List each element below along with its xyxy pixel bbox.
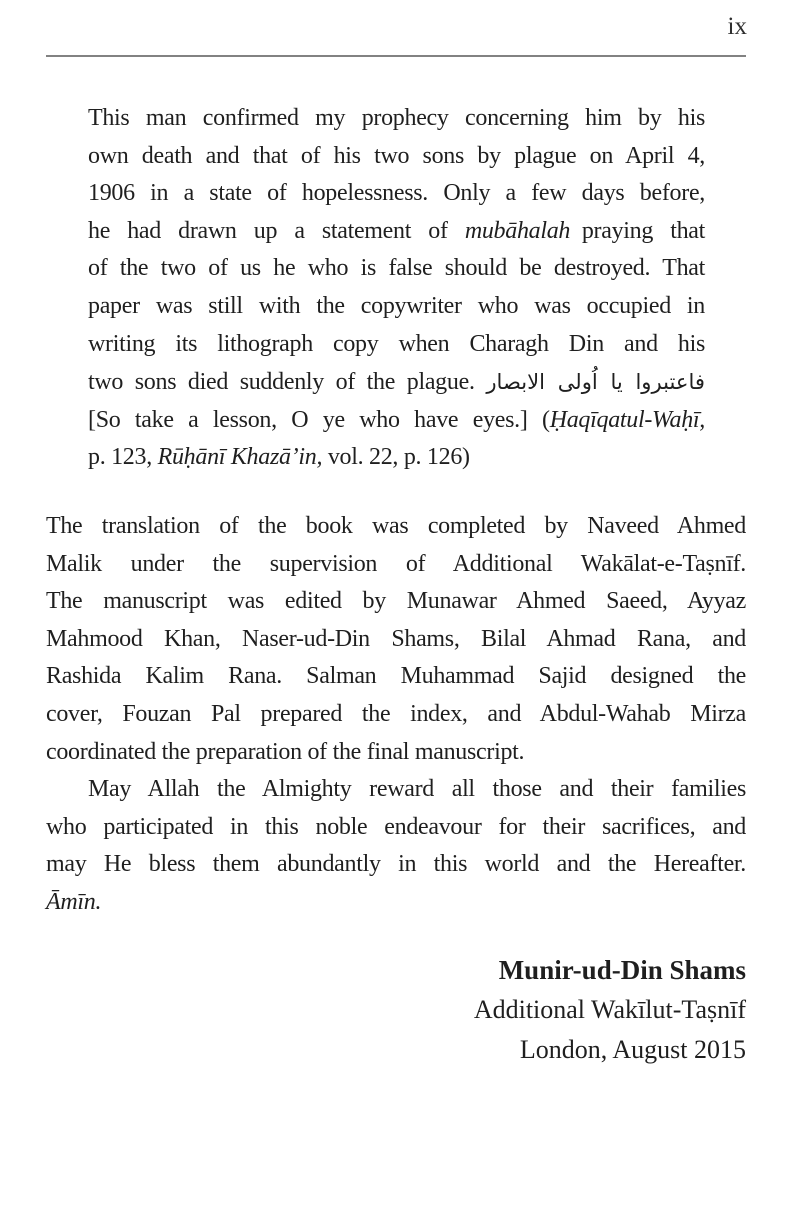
text-run: praying that <box>570 217 705 244</box>
text-run: who participated in this noble endeavour for their sacrifices, and <box>46 813 746 840</box>
text-line <box>46 846 746 884</box>
text-line <box>88 213 705 251</box>
text-line <box>46 658 746 696</box>
text-line <box>88 288 705 326</box>
text-line <box>88 138 705 176</box>
text-line <box>88 250 705 288</box>
text-run: coordinated the preparation of the final manuscript. <box>46 738 525 765</box>
header-rule <box>46 55 746 57</box>
text-run: [So take a lesson, O ye who have eyes.] ( <box>88 406 550 433</box>
signature-place-date: London, August 2015 <box>519 1035 746 1064</box>
text-line <box>88 175 705 213</box>
text-run: cover, Fouzan Pal prepared the index, and Abdul-Wahab Mirza <box>46 700 746 727</box>
text-line <box>88 363 705 402</box>
text-run: may He bless them abundantly in this world and the Hereafter. <box>46 851 746 878</box>
italic-text: Ḥaqīqatul-Waḥī, <box>549 406 705 433</box>
text-line <box>46 621 746 659</box>
text-line <box>88 402 705 440</box>
text-run: Malik under the supervision of Additional Wakālat-e-Taṣnīf. <box>46 550 746 577</box>
text-run: of the two of us he who is false should be destroyed. That <box>88 255 705 282</box>
text-line <box>46 884 746 922</box>
signature-name: Munir-ud-Din Shams <box>498 955 746 985</box>
text-run: May Allah the Almighty reward all those and their families <box>88 776 746 803</box>
signature-title: Additional Wakīlut-Taṣnīf <box>473 995 746 1024</box>
text-line <box>46 771 746 809</box>
text-run: Mahmood Khan, Naser-ud-Din Shams, Bilal Ahmad Rana, and <box>46 625 746 652</box>
italic-text: mubāhalah <box>464 217 571 244</box>
paragraph-prayer <box>46 771 746 921</box>
text-line <box>46 508 746 546</box>
text-run: vol. 22, p. 126) <box>322 444 470 471</box>
text-line <box>46 583 746 621</box>
text-line <box>46 809 746 847</box>
page-number: ix <box>727 13 747 40</box>
text-run: The translation of the book was completed by Naveed Ahmed <box>46 513 746 539</box>
text-run: two sons died suddenly of the plague. <box>88 369 487 396</box>
text-line <box>88 326 705 364</box>
text-run: writing its lithograph copy when Charagh Din and his <box>88 330 705 357</box>
text-run: Rashida Kalim Rana. Salman Muhammad Sajid designed the <box>46 663 746 690</box>
text-run: paper was still with the copywriter who was occupied in <box>88 292 705 319</box>
text-run: own death and that of his two sons by plague on April 4, <box>88 142 705 169</box>
text-line <box>46 696 746 734</box>
text-line <box>46 546 746 584</box>
text-run: he had drawn up a statement of <box>88 217 465 244</box>
body-text <box>46 508 746 922</box>
signature-block <box>474 950 746 1070</box>
text-line <box>46 734 746 772</box>
italic-text: Āmīn. <box>46 888 102 915</box>
block-quote <box>88 100 705 477</box>
text-run: p. 123, <box>88 444 158 471</box>
paragraph-credits <box>46 508 746 771</box>
text-run: This man confirmed my prophecy concerning him by his <box>88 105 705 131</box>
arabic-phrase: فاعتبروا يا اُولى الابصار <box>486 369 706 395</box>
text-run: 1906 in a state of hopelessness. Only a few days before, <box>88 180 705 207</box>
italic-text: Rūḥānī Khazā’in, <box>157 444 323 471</box>
text-run: The manuscript was edited by Munawar Ahmed Saeed, Ayyaz <box>46 588 746 615</box>
text-line <box>88 439 705 477</box>
text-line <box>88 100 705 138</box>
